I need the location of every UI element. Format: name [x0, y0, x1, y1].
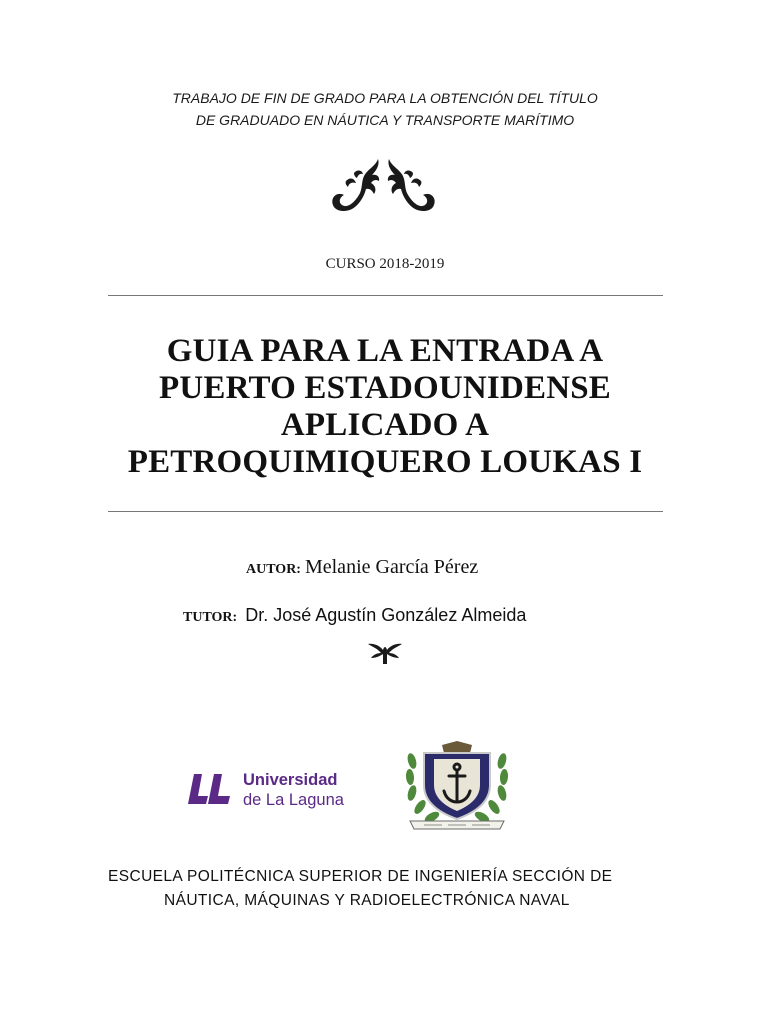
- thesis-title-line2: PUERTO ESTADOUNIDENSE: [158, 370, 611, 406]
- author-label: AUTOR:: [246, 562, 301, 577]
- ull-name-line1: Universidad: [243, 771, 338, 789]
- tutor-label: TUTOR:: [183, 610, 238, 625]
- bottom-divider: [108, 511, 663, 512]
- top-divider: [108, 295, 663, 296]
- ull-name-line2: de La Laguna: [243, 791, 344, 809]
- course-year: CURSO 2018-2019: [325, 256, 445, 272]
- author-line: [246, 556, 478, 579]
- thesis-title: [0, 333, 770, 481]
- small-fleuron-icon: [366, 640, 404, 666]
- thesis-title-line4: PETROQUIMIQUERO LOUKAS I: [127, 444, 643, 480]
- school-name-line1: ESCUELA POLITÉCNICA SUPERIOR DE INGENIERÍA SECCIÓN DE: [108, 868, 613, 885]
- tutor-name: Dr. José Agustín González Almeida: [245, 605, 527, 625]
- school-name-line2: NÁUTICA, MÁQUINAS Y RADIOELECTRÓNICA NAVAL: [164, 892, 570, 909]
- anchor-crest-icon: [402, 741, 512, 833]
- degree-subtitle: [0, 87, 770, 131]
- thesis-title-line3: APLICADO A: [280, 407, 490, 443]
- ull-logo: [186, 770, 356, 810]
- tutor-line: [183, 605, 526, 626]
- degree-subtitle-line2: DE GRADUADO EN NÁUTICA Y TRANSPORTE MARÍTIMO: [195, 112, 575, 128]
- ull-mark-icon: [186, 772, 236, 806]
- thesis-title-line1: GUIA PARA LA ENTRADA A: [166, 333, 604, 369]
- author-name: Melanie García Pérez: [304, 556, 479, 578]
- degree-subtitle-line1: TRABAJO DE FIN DE GRADO PARA LA OBTENCIÓN DEL TÍTULO: [172, 90, 598, 106]
- fleuron-ornament-icon: [326, 155, 441, 215]
